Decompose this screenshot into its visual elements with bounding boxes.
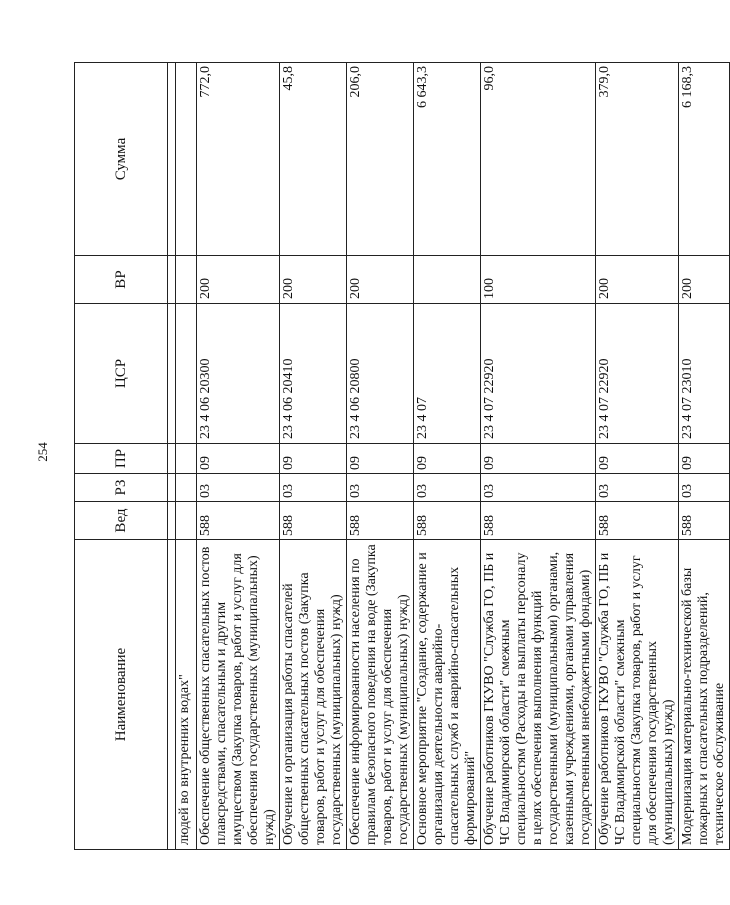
cell-csr: 23 4 07 22920	[596, 304, 679, 444]
table-row	[197, 63, 280, 850]
table-row	[347, 63, 414, 850]
cell-ved: 588	[481, 502, 596, 540]
cell-vr: 200	[679, 256, 730, 304]
cell-ved: 588	[679, 502, 730, 540]
cell-vr: 200	[197, 256, 280, 304]
cell-pr: 09	[596, 444, 679, 474]
cell-name: Обучение и организация работы спасателей общественных спасательных постов (Закупка товаров, работ и услуг для обеспечения государственных (муниципальных) нужд)	[280, 540, 347, 850]
table-body	[168, 63, 730, 850]
cell-csr: 23 4 07 23010	[679, 304, 730, 444]
cell-pr: 09	[481, 444, 596, 474]
cell-csr: 23 4 06 20410	[280, 304, 347, 444]
cell-pr: 09	[414, 444, 481, 474]
cell-vr: 200	[596, 256, 679, 304]
table-row	[679, 63, 730, 850]
table-row	[596, 63, 679, 850]
cell-rz: 03	[280, 474, 347, 502]
cell-ved: 588	[596, 502, 679, 540]
cell-ved: 588	[280, 502, 347, 540]
cell-rz: 03	[414, 474, 481, 502]
cell-name: Обеспечение информированности населения по правилам безопасного поведения на воде (Закупка товаров, работ и услуг для обеспечения государственных (муниципальных) нужд)	[347, 540, 414, 850]
cell-name: Обучение работников ГКУВО "Служба ГО, ПБ и ЧС Владимирской области" смежным специальностям (Расходы на выплаты персоналу в целях обеспечения выполнения функций государственными (муниципальными) органами, казенными учреждениями, органами управления государственными внебюджетными фондами)	[481, 540, 596, 850]
table-row	[280, 63, 347, 850]
budget-table	[74, 62, 730, 850]
cell-pr: 09	[280, 444, 347, 474]
table-header-row	[75, 63, 168, 850]
cell-name: Модернизация материально-технической базы пожарных и спасательных подразделений, техническое обслуживание	[679, 540, 730, 850]
cell-pr: 09	[347, 444, 414, 474]
cell-sum: 96,0	[481, 63, 596, 256]
header-name: Наименование	[75, 540, 168, 850]
cell-vr: 200	[347, 256, 414, 304]
table-row	[414, 63, 481, 850]
cell-rz: 03	[197, 474, 280, 502]
cell-rz: 03	[596, 474, 679, 502]
header-pr: ПР	[75, 444, 168, 474]
rotated-page-content	[74, 63, 727, 850]
table-row	[481, 63, 596, 850]
cell-pr: 09	[679, 444, 730, 474]
cell-csr: 23 4 07	[414, 304, 481, 444]
cell-ved: 588	[414, 502, 481, 540]
header-vr: ВР	[75, 256, 168, 304]
header-sum: Сумма	[75, 63, 168, 256]
spacer-row	[168, 63, 176, 850]
page-number: 254	[35, 442, 50, 462]
header-rz: РЗ	[75, 474, 168, 502]
header-ved: Вед	[75, 502, 168, 540]
cell-vr	[414, 256, 481, 304]
cell-ved: 588	[197, 502, 280, 540]
cell-pr: 09	[197, 444, 280, 474]
cell-sum: 772,0	[197, 63, 280, 256]
cell-csr: 23 4 07 22920	[481, 304, 596, 444]
cell-csr: 23 4 06 20300	[197, 304, 280, 444]
cell-vr: 200	[280, 256, 347, 304]
cell-rz: 03	[347, 474, 414, 502]
cell-name: Обеспечение общественных спасательных постов плавсредствами, спасательным и другим имуществом (Закупка товаров, работ и услуг для обеспечения государственных (муниципальных) нужд)	[197, 540, 280, 850]
cell-sum: 6 643,3	[414, 63, 481, 256]
cell-name: Обучение работников ГКУВО "Служба ГО, ПБ и ЧС Владимирской области" смежным специальностям (Закупка товаров, работ и услуг для обеспечения государственных (муниципальных) нужд)	[596, 540, 679, 850]
cell-sum: 206,0	[347, 63, 414, 256]
cell-sum: 45,8	[280, 63, 347, 256]
header-csr: ЦСР	[75, 304, 168, 444]
cell-rz: 03	[481, 474, 596, 502]
cell-sum: 6 168,3	[679, 63, 730, 256]
cell-name: Основное мероприятие "Создание, содержание и организация деятельности аварийно-спасательных служб и аварийно-спасательных формирований"	[414, 540, 481, 850]
cell-vr: 100	[481, 256, 596, 304]
cell-rz: 03	[679, 474, 730, 502]
cell-sum: 379,0	[596, 63, 679, 256]
cell-name: людей во внутренних водах"	[176, 540, 197, 850]
cell-csr: 23 4 06 20800	[347, 304, 414, 444]
continuation-row	[176, 63, 197, 850]
cell-ved: 588	[347, 502, 414, 540]
